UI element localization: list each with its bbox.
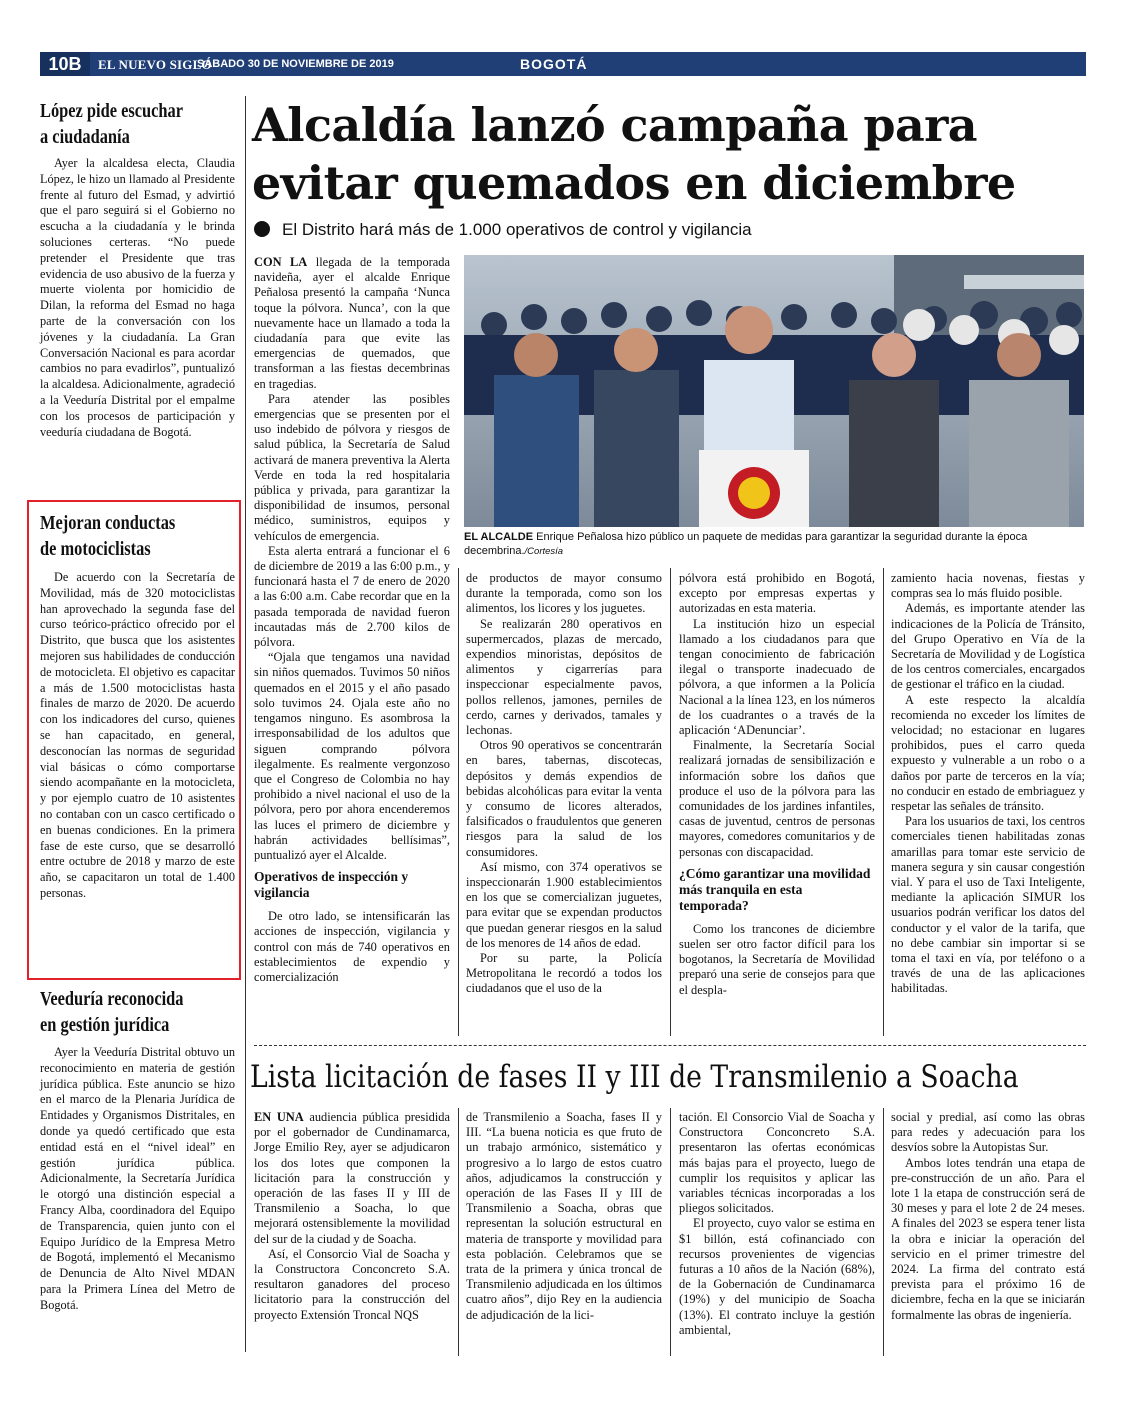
second-story-column-2: de Transmilenio a Soacha, fases II y III. “La buena noticia es que fruto de un trabajo armónico, sistemático y progresivo a lo largo de estos cuatro años, adjudicamos la construcción y operación de las Fases II y III de Transmilenio a Soacha, obras que representan la solución estructural en materia de transporte y movilidad para esta población. Celebramos que se trata de la primera y única troncal de Transmilenio adjudicada en los últimos cuatro años”, dijo Rey en la audiencia de adjudicación de la lici- <box>466 1110 662 1322</box>
page-number: 10B <box>40 52 90 76</box>
masthead: EL NUEVO SIGLO <box>98 57 212 72</box>
column-rule <box>670 568 671 1036</box>
second-story-column-3: tación. El Consorcio Vial de Soacha y Constructora Conconcreto S.A. presentaron las ofertas económicas más bajas para el proyecto, luego de cumplir los requisitos y aplicar las variables técnicas incorporadas a los pliegos solicitados. El proyecto, cuyo valor se estima en $1 billón, está cofinanciado con recursos provenientes de vigencias futuras a 10 años de la Nación (68%), de la Gobernación de Cundinamarca (19%) y del municipio de Soacha (13%). El contrato incluye la gestión ambiental, <box>679 1110 875 1337</box>
sidebar-story1-title: López pide escuchar a ciudadanía <box>40 100 184 148</box>
column-rule <box>883 568 884 1036</box>
sidebar-story1-body: Ayer la alcaldesa electa, Claudia López, le hizo un llamado al Presidente frente al futuro del Esmad, y advirtió que el paro seguirá si el Gobierno no escucha a la ciudadanía y le brinda soluciones certeras. “No puede pretender el Presidente que tras evidencia de uso abusivo de la fuerza y muerte violenta por homicidio de Dilan, la reforma del Esmad no haga parte de la conversación con los jóvenes y la ciudadanía. La Gran Conversación Nacional es para acordar cambios no para evadirlos”, puntualizó la alcaldesa. Adicionalmente, agradeció a la Veeduría Distrital por el empalme con los procesos de participación y veeduría ciudadana de Bogotá. <box>40 156 235 439</box>
second-headline: Lista licitación de fases II y III de Transmilenio a Soacha <box>250 1059 1019 1095</box>
photo-caption: EL ALCALDE Enrique Peñalosa hizo público un paquete de medidas para garantizar la seguridad durante la época decembrina./Cortesía <box>464 531 1028 557</box>
news-photo <box>464 255 1084 527</box>
section-name: BOGOTÁ <box>520 56 588 72</box>
column-rule <box>883 1108 884 1356</box>
sidebar-story3-title: Veeduría reconocida en gestión jurídica <box>40 988 184 1036</box>
column-rule <box>670 1108 671 1356</box>
column-rule <box>458 568 459 1036</box>
sidebar-story2-title: Mejoran conductas de motociclistas <box>40 512 176 560</box>
main-story-column-1: CON LA llegada de la temporada navideña, ayer el alcalde Enrique Peñalosa presentó la campaña ‘Nunca toque la pólvora. Nunca’, con la que nuevamente hace un llamado a toda la ciudadanía para que evite las emergencias de quemados, que transforman a las fiestas decembrinas en tragedias. Para atender las posibles emergencias que se presenten por el uso indebido de pólvora y riesgos de salud pública, la Secretaría de Salud activará de manera preventiva la Alerta Verde en toda la red hospitalaria pública y privada, para garantizar la disponibilidad de insumos, personal médico, suministros, equipos y vehículos de emergencia. Esta alerta entrará a funcionar el 6 de diciembre de 2019 a las 6:00 p.m., y funcionará hasta el 7 de enero de 2020 a las 6:00 a.m. Cabe recordar que en la pasada temporada de navidad fueron incautadas más de 2.700 kilos de pólvora. “Ojala que tengamos una navidad sin niños quemados. Tuvimos 50 niños quemados en el 2015 y el año pasado solo tuvimos 24. Ojala este año no tengamos ninguno. Es asombrosa la irresponsabilidad de los adultos que siguen comprando pólvora ilegalmente. Es realmente vergonzoso que el Congreso de Colombia no hay prohibido a nivel nacional el uso de la pólvora, pero por ahora encenderemos las luces el primero de diciembre y habrán actividades bellísimas”, puntualizó ayer el Alcalde. Operativos de inspección y vigilancia De otro lado, se intensificarán las acciones de inspección, vigilancia y control con más de 740 operativos en establecimientos de expendio y comercialización <box>254 255 450 984</box>
story-separator <box>254 1045 1086 1046</box>
second-story-column-4: social y predial, así como las obras para redes y adecuación para los desvíos sobre la Autopistas Sur. Ambos lotes tendrán una etapa de pre-construcción de un año. Para el lote 1 la etapa de construcción será de 30 meses y para el lote 2 de 24 meses. A finales del 2023 se espera tener lista la obra e iniciar la operación del servicio en el primer trimestre del 2024. La firma del contrato está prevista para el próximo 16 de diciembre, fecha en la que se iniciarán formalmente las obras de ingeniería. <box>891 1110 1085 1322</box>
main-subhead: El Distrito hará más de 1.000 operativos de control y vigilancia <box>254 218 954 242</box>
second-story-column-1: EN UNA audiencia pública presidida por el gobernador de Cundinamarca, Jorge Emilio Rey, ayer se adjudicaron los dos lotes que componen la licitación para la construcción y operación de las fases II y III de Transmilenio a Soacha, lo que mejorará ostensiblemente la movilidad del sur de la ciudad y de Soacha. Así, el Consorcio Vial de Soacha y la Constructora Conconcreto S.A. resultaron ganadores del proceso licitatorio para la construcción del proyecto Extensión Troncal NQS <box>254 1110 450 1322</box>
issue-date: SÁBADO 30 DE NOVIEMBRE DE 2019 <box>197 58 394 70</box>
column-rule <box>458 1108 459 1356</box>
main-headline: Alcaldía lanzó campaña para evitar quemados en diciembre <box>252 98 1016 210</box>
main-story-column-4: zamiento hacia novenas, fiestas y compras sea lo más fluido posible. Además, es importante atender las indicaciones de la Policía de Tránsito, del Grupo Operativo en Vía de la Secretaría de Movilidad y de Logística de los centros comerciales, encargados de gestionar el tráfico en la ciudad. A este respecto la alcaldía recomienda no exceder los límites de velocidad; no estacionar en lugares prohibidos, pues el carro queda expuesto y vulnerable a un robo o a daños por parte de terceros en la vía; no conducir en estado de embriaguez y respetar las señales de tránsito. Para los usuarios de taxi, los centros comerciales tienen habilitadas zonas amarillas para tomar este servicio de manera segura y sin causar congestión vial. Y para el uso de Taxi Inteligente, mediante la aplicación SIMUR los usuarios podrán verificar los datos del conductor y el valor de la tarifa, que no debe cambiar sin importar si se toma el taxi en vía, por teléfono o a través de una de las aplicaciones habilitadas. <box>891 571 1085 996</box>
sidebar-story2-body: De acuerdo con la Secretaría de Movilidad, más de 320 motociclistas han aprovechado la segunda fase del curso teórico-práctico ofrecido por el Distrito, que busca que los asistentes mejoren sus habilidades de conducción de motocicleta. El objetivo es capacitar a más de 1.500 motociclistas hasta finales de marzo de 2020. De acuerdo con los indicadores del curso, quienes se han capacitado, en general, desconocían las normas de seguridad vial básicas o cómo comportarse siendo acompañante en la motocicleta, y por ejemplo cuatro de 10 asistentes no contaban con un casco certificado o en buenas condiciones. En la primera fase de este curso, que se desarrolló entre octubre de 2018 y marzo de este año, se capacitaron un total de 1.400 personas. <box>40 570 235 900</box>
main-story-column-3: pólvora está prohibido en Bogotá, excepto por empresas expertas y autorizadas en esta materia. La institución hizo un especial llamado a los ciudadanos para que tengan conocimiento de fabricación ilegal o transporte inadecuado de pólvora, a que informen a la Policía Nacional a la línea 123, en los números de los cuadrantes o a través de la aplicación ‘ADenunciar’. Finalmente, la Secretaría Social realizará jornadas de sensibilización e información sobre los daños que produce el uso de la pólvora para las comunidades de los jardines infantiles, casas de juventud, centros de personas mayores, comedores comunitarios y de personas con discapacidad. ¿Cómo garantizar una movilidad más tranquila en esta temporada? Como los trancones de diciembre suelen ser otro factor difícil para los bogotanos, la Secretaría de Movilidad preparó una serie de consejos para que el despla- <box>679 571 875 997</box>
sidebar-divider <box>245 96 246 1352</box>
main-story-column-2: de productos de mayor consumo durante la temporada, como son los alimentos, los licores y los juguetes. Se realizarán 280 operativos en supermercados, plazas de mercado, expendios minoristas, depósitos de alimentos y cigarrerías para inspeccionar especialmente pavos, pollos rellenos, jamones, perniles de cerdo, carnes y derivados, tamales y lechonas. Otros 90 operativos se concentrarán en bares, tabernas, discotecas, depósitos y demás expendios de bebidas alcohólicas para evitar la venta y consumo de licores alterados, falsificados o fraudulentos que generen riesgos para la salud de los consumidores. Así mismo, con 374 operativos se inspeccionarán 1.900 establecimientos en los que se comercializan juguetes, para evitar que se expendan productos que puedan generar riesgos en la salud de los menores de 14 años de edad. Por su parte, la Policía Metropolitana le recordó a todos los ciudadanos que el uso de la <box>466 571 662 996</box>
bullet-icon <box>254 221 270 237</box>
sidebar-story3-body: Ayer la Veeduría Distrital obtuvo un reconocimiento en materia de gestión jurídica pública. Este anuncio se hizo en el marco de la Plenaria Jurídica de Entidades y Organismos Distritales, en donde ya quedó certificado que esta entidad está en el “nivel ideal” en gestión jurídica pública. Adicionalmente, la Secretaría Jurídica le otorgó una distinción especial a Francy Alba, coordinadora del Equipo de Transparencia, quien junto con el Equipo Jurídico de la Empresa Metro de Bogotá, implementó el Mecanismo de Denuncia de Alto Nivel MDAN para la Primera Línea del Metro de Bogotá. <box>40 1045 235 1312</box>
